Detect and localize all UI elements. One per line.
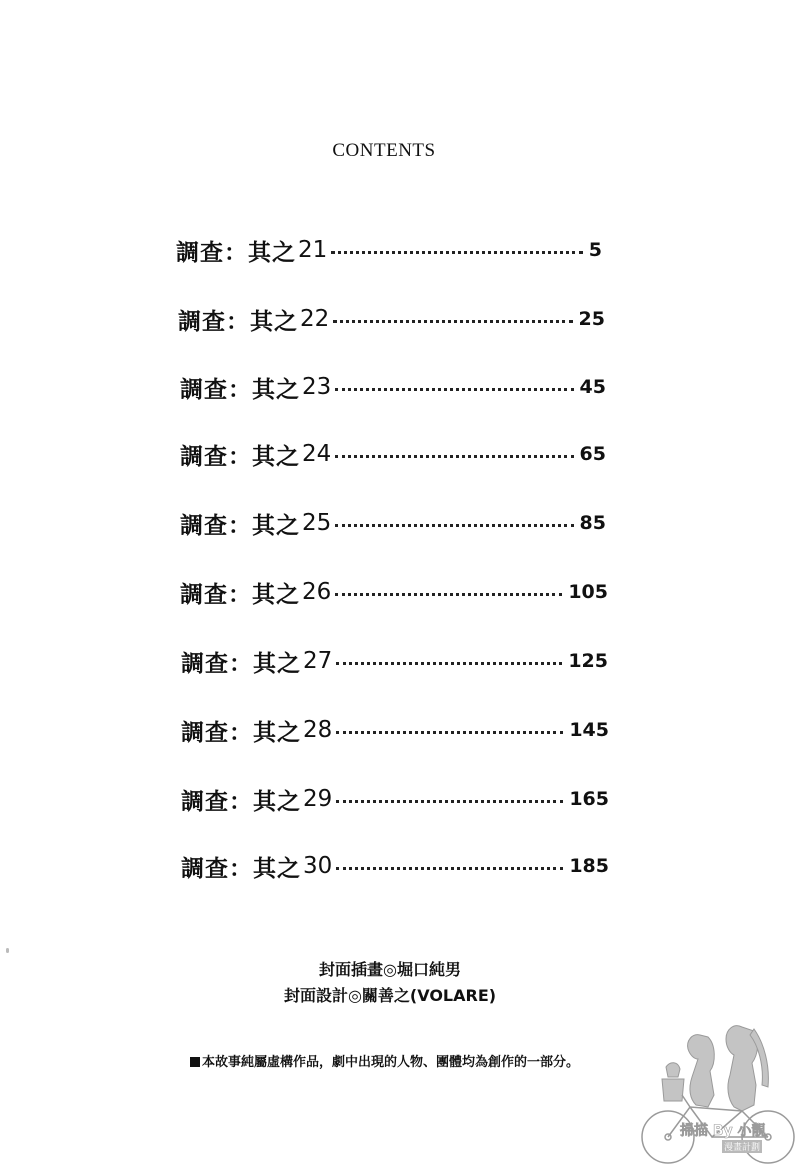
toc-entry-page: 165	[569, 788, 609, 810]
toc-dot-leader	[336, 800, 563, 803]
toc-entry	[181, 710, 609, 750]
toc-entry-label: 調查：其之	[180, 512, 300, 539]
toc-entry-number: 21	[298, 237, 328, 263]
toc-entry	[181, 641, 608, 681]
toc-entry-label: 調查：其之	[180, 581, 300, 608]
toc-dot-leader	[336, 731, 563, 734]
toc-entry-page: 25	[578, 308, 605, 330]
toc-entry-number: 27	[303, 648, 333, 674]
toc-dot-leader	[335, 388, 573, 391]
toc-entry-page: 5	[588, 239, 602, 261]
toc-entry	[180, 434, 606, 474]
toc-dot-leader	[331, 251, 582, 254]
watermark-subtitle: 漫畫計劃	[722, 1140, 762, 1153]
toc-entry-label: 調查：其之	[181, 719, 301, 746]
toc-dot-leader	[335, 455, 573, 458]
toc-entry-number: 25	[302, 510, 332, 536]
toc-entry-page: 65	[579, 443, 606, 465]
watermark-credit: 掃描 By 小靚	[680, 1123, 766, 1139]
toc-entry-number: 26	[302, 579, 332, 605]
toc-entry-label: 調查：其之	[181, 788, 301, 815]
toc-entry	[176, 230, 602, 270]
contents-title: CONTENTS	[332, 140, 436, 161]
toc-entry	[180, 503, 606, 543]
toc-entry-number: 30	[303, 853, 333, 879]
toc-dot-leader	[335, 593, 562, 596]
toc-entry	[178, 299, 605, 339]
toc-entry-page: 105	[568, 581, 608, 603]
toc-entry-number: 23	[302, 374, 332, 400]
cover-illustration-credit: 封面插畫◎堀口純男	[319, 960, 461, 979]
bicycle-silhouette-icon	[630, 1015, 799, 1170]
toc-entry-number: 22	[300, 306, 330, 332]
toc-entry-label: 調查：其之	[181, 855, 301, 882]
toc-entry	[181, 779, 609, 819]
toc-entry-page: 125	[568, 650, 608, 672]
credits-block	[0, 957, 780, 1009]
toc-entry-page: 185	[569, 855, 609, 877]
toc-entry-label: 調查：其之	[180, 443, 300, 470]
scan-speck	[6, 948, 9, 953]
toc-entry-page: 45	[579, 376, 606, 398]
toc-entry	[180, 367, 606, 407]
toc-entry-number: 29	[303, 786, 333, 812]
toc-entry-number: 24	[302, 441, 332, 467]
fiction-notice-text: 本故事純屬虛構作品，劇中出現的人物、團體均為創作的一部分。	[202, 1055, 580, 1070]
square-bullet-icon	[190, 1057, 200, 1067]
toc-entry-page: 85	[579, 512, 606, 534]
fiction-notice	[190, 1051, 579, 1070]
toc-dot-leader	[336, 662, 562, 665]
toc-entry-label: 調查：其之	[176, 239, 296, 266]
toc-entry	[180, 572, 608, 612]
cover-design-credit: 封面設計◎關善之(VOLARE)	[283, 986, 497, 1005]
toc-entry-page: 145	[569, 719, 609, 741]
toc-dot-leader	[336, 867, 563, 870]
toc-dot-leader	[333, 320, 572, 323]
toc-entry-label: 調查：其之	[181, 650, 301, 677]
toc-entry	[181, 846, 609, 886]
toc-dot-leader	[335, 524, 573, 527]
toc-entry-label: 調查：其之	[178, 308, 298, 335]
toc-entry-label: 調查：其之	[180, 376, 300, 403]
toc-entry-number: 28	[303, 717, 333, 743]
